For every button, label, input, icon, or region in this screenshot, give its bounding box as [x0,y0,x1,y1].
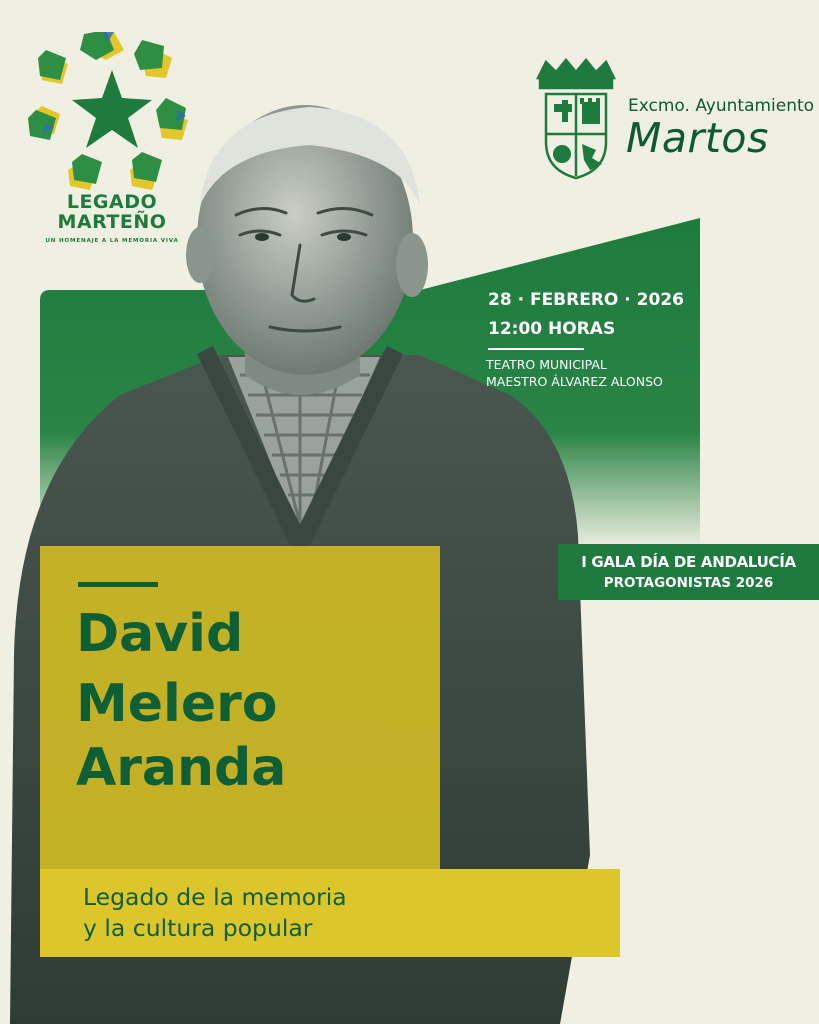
event-time: 12:00 HORAS [488,319,616,339]
venue-line2: MAESTRO ÁLVAREZ ALONSO [486,374,663,389]
gala-title: I GALA DÍA DE ANDALUCÍA [581,553,796,571]
logo-tagline: UN HOMENAJE A LA MEMORIA VIVA [45,238,179,244]
venue-line1: TEATRO MUNICIPAL [486,357,607,372]
honoree-tagline-band [40,869,620,957]
name-accent-bar [78,582,158,587]
council-subtitle: Excmo. Ayuntamiento [628,96,815,116]
logo-title-line1: LEGADO [66,191,158,213]
honoree-surname1: Melero [76,674,278,734]
honoree-tagline-line2: y la cultura popular [83,914,313,942]
honoree-surname2: Aranda [76,738,287,798]
logo-title-line2: MARTEÑO [57,211,167,233]
event-date: 28 · FEBRERO · 2026 [488,290,684,310]
honoree-name-panel [40,546,440,870]
honoree-tagline-line1: Legado de la memoria [83,883,347,911]
event-divider [488,348,584,350]
gala-banner [558,544,819,600]
honoree-first-name: David [76,604,244,664]
gala-subtitle: PROTAGONISTAS 2026 [603,575,774,591]
council-name: Martos [626,114,769,162]
